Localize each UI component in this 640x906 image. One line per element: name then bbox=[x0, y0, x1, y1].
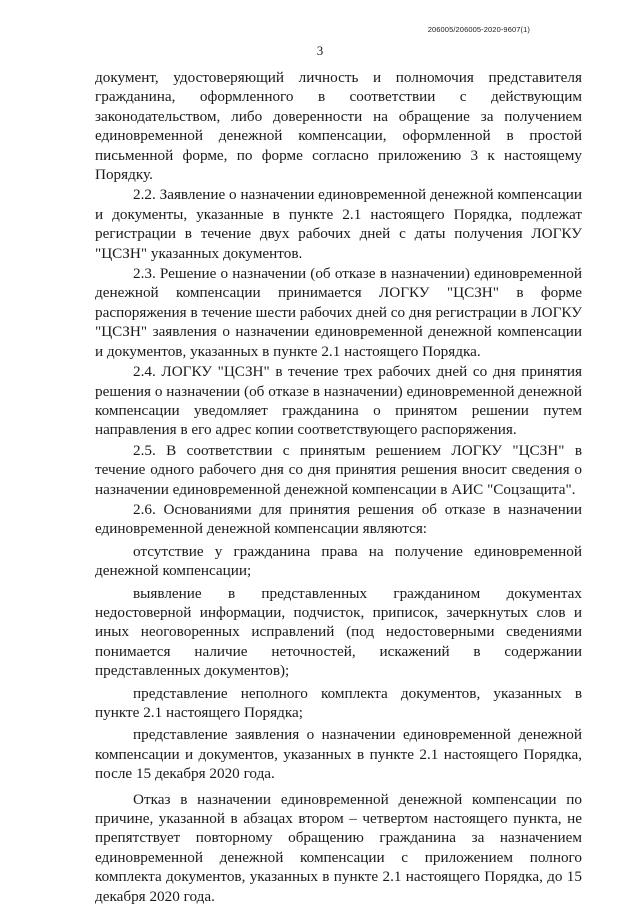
paragraph-2-4: 2.4. ЛОГКУ "ЦСЗН" в течение трех рабочих дней со дня принятия решения о назначении (об отказе в назначении) единовременной денежной компенсации уведомляет гражданина о принятом решении путем направления в его адрес копии соответствующего распоряжения. bbox=[95, 363, 582, 439]
paragraph-2-3: 2.3. Решение о назначении (об отказе в назначении) единовременной денежной компенсации принимается ЛОГКУ "ЦСЗН" в форме распоряжения в течение шести рабочих дней со дня регистрации в ЛОГКУ "ЦСЗН" заявления о назначении единовременной денежной компенсации и документов, указанных в пункте 2.1 настоящего Порядка. bbox=[95, 265, 582, 360]
paragraph-2-2: 2.2. Заявление о назначении единовременной денежной компенсации и документы, указанные в пункте 2.1 настоящего Порядка, подлежат регистрации в течение двух рабочих дней с даты получения ЛОГКУ "ЦСЗН" указанных документов. bbox=[95, 186, 582, 262]
list-item-no-right: отсутствие у гражданина права на получение единовременной денежной компенсации; bbox=[95, 542, 582, 580]
paragraph-continuation: документ, удостоверяющий личность и полномочия представителя гражданина, оформленного в соответствии с действующим законодательством, либо доверенности на обращение за получением единовременной денежной компенсации, оформленной в простой письменной форме, по форме согласно приложению 3 к настоящему Порядку. bbox=[95, 69, 582, 184]
list-item-false-info: выявление в представленных гражданином документах недостоверной информации, подчисток, приписок, зачеркнутых слов и иных неоговоренных исправлений (под недостоверными сведениями понимается наличие неточностей, искажений в содержании представленных документов); bbox=[95, 584, 582, 680]
paragraph-2-5: 2.5. В соответствии с принятым решением ЛОГКУ "ЦСЗН" в течение одного рабочего дня со дня принятия решения вносит сведения о назначении единовременной денежной компенсации в АИС "Соцзащита". bbox=[95, 441, 582, 498]
paragraph-2-6: 2.6. Основаниями для принятия решения об отказе в назначении единовременной денежной компенсации являются: bbox=[95, 500, 582, 538]
page-number: 3 bbox=[316, 43, 324, 58]
list-item-late-submission: представление заявления о назначении единовременной денежной компенсации и документов, указанных в пункте 2.1 настоящего Порядка, после 15 декабря 2020 года. bbox=[95, 726, 582, 783]
list-item-incomplete-docs: представление неполного комплекта документов, указанных в пункте 2.1 настоящего Порядка; bbox=[95, 684, 582, 721]
document-code: 206005/206005-2020-9607(1) bbox=[427, 25, 530, 34]
document-body bbox=[95, 68, 582, 906]
paragraph-refusal: Отказ в назначении единовременной денежной компенсации по причине, указанной в абзацах втором – четвертом настоящего пункта, не препятствует повторному обращению гражданина за назначением единовременной денежной компенсации с приложением полного комплекта документов, указанных в пункте 2.1 настоящего Порядка, до 15 декабря 2020 года. bbox=[95, 790, 582, 905]
